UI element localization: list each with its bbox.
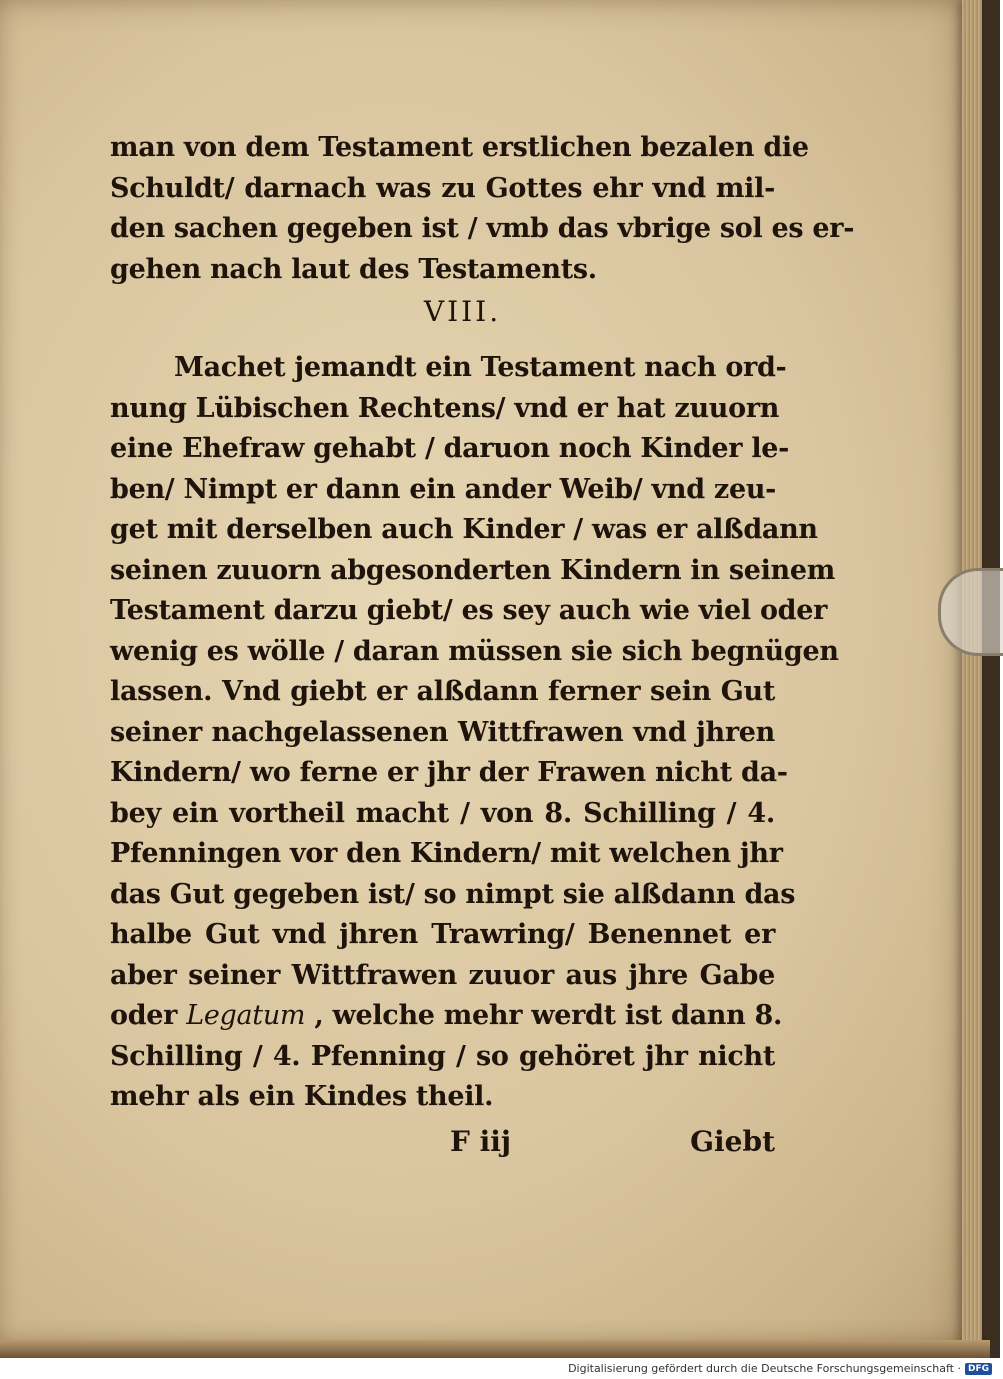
text-line: Schuldt/ darnach was zu Gottes ehr vnd mil-	[110, 172, 775, 204]
book-bottom-edge	[0, 1340, 990, 1358]
legatum-line	[110, 996, 783, 1037]
text-line: lassen. Vnd giebt er alßdann ferner sein Gut	[110, 676, 775, 707]
legatum-suffix: , welche mehr werdt ist dann 8.	[305, 1000, 783, 1031]
legatum-prefix: oder	[110, 1000, 187, 1031]
text-line: gehen nach laut des Testaments.	[110, 253, 597, 285]
page-clip	[938, 568, 1003, 656]
latin-term: Legatum	[186, 1000, 306, 1031]
text-line: Schilling / 4. Pfenning / so gehöret jhr nicht	[110, 1040, 775, 1072]
credit-text: Digitalisierung gefördert durch die Deutsche Forschungsgemeinschaft ·	[568, 1362, 961, 1375]
text-line: Kindern/ wo ferne er jhr der Frawen nicht da-	[110, 757, 788, 788]
catchword: Giebt	[690, 1125, 775, 1158]
text-line: mehr als ein Kindes theil.	[110, 1081, 494, 1112]
text-line: seinen zuuorn abgesonderten Kindern in seinem	[110, 554, 836, 586]
text-line: ben/ Nimpt er dann ein ander Weib/ vnd zeu-	[110, 473, 777, 505]
text-line: Pfenningen vor den Kindern/ mit welchen jhr	[110, 838, 783, 869]
text-line: aber seiner Wittfrawen zuuor aus jhre Gabe	[110, 959, 775, 991]
text-line: Testament darzu giebt/ es sey auch wie viel oder	[110, 595, 828, 626]
dfg-logo-icon: DFG	[965, 1363, 992, 1375]
text-line: den sachen gegeben ist / vmb das vbrige sol es er-	[110, 213, 855, 244]
section-heading: VIII.	[423, 295, 502, 328]
page-text	[110, 128, 855, 1118]
text-line: eine Ehefraw gehabt / daruon noch Kinder le-	[110, 433, 790, 464]
text-line: Machet jemandt ein Testament nach ord-	[174, 352, 787, 383]
page-edges	[962, 0, 982, 1352]
text-line: wenig es wölle / daran müssen sie sich begnügen	[110, 635, 839, 667]
signature-mark: F iij	[450, 1125, 512, 1158]
text-line: man von dem Testament erstlichen bezalen die	[110, 132, 809, 163]
text-line: das Gut gegeben ist/ so nimpt sie alßdann das	[110, 878, 796, 910]
page-footer	[110, 1125, 775, 1165]
text-line: bey ein vortheil macht / von 8. Schilling / 4.	[110, 797, 775, 829]
text-line: get mit derselben auch Kinder / was er alßdann	[110, 514, 818, 545]
text-line: halbe Gut vnd jhren Trawring/ Benennet er	[110, 919, 775, 950]
digitization-credit	[568, 1362, 992, 1375]
text-line: nung Lübischen Rechtens/ vnd er hat zuuorn	[110, 392, 780, 424]
text-line: seiner nachgelassenen Wittfrawen vnd jhren	[110, 716, 775, 748]
